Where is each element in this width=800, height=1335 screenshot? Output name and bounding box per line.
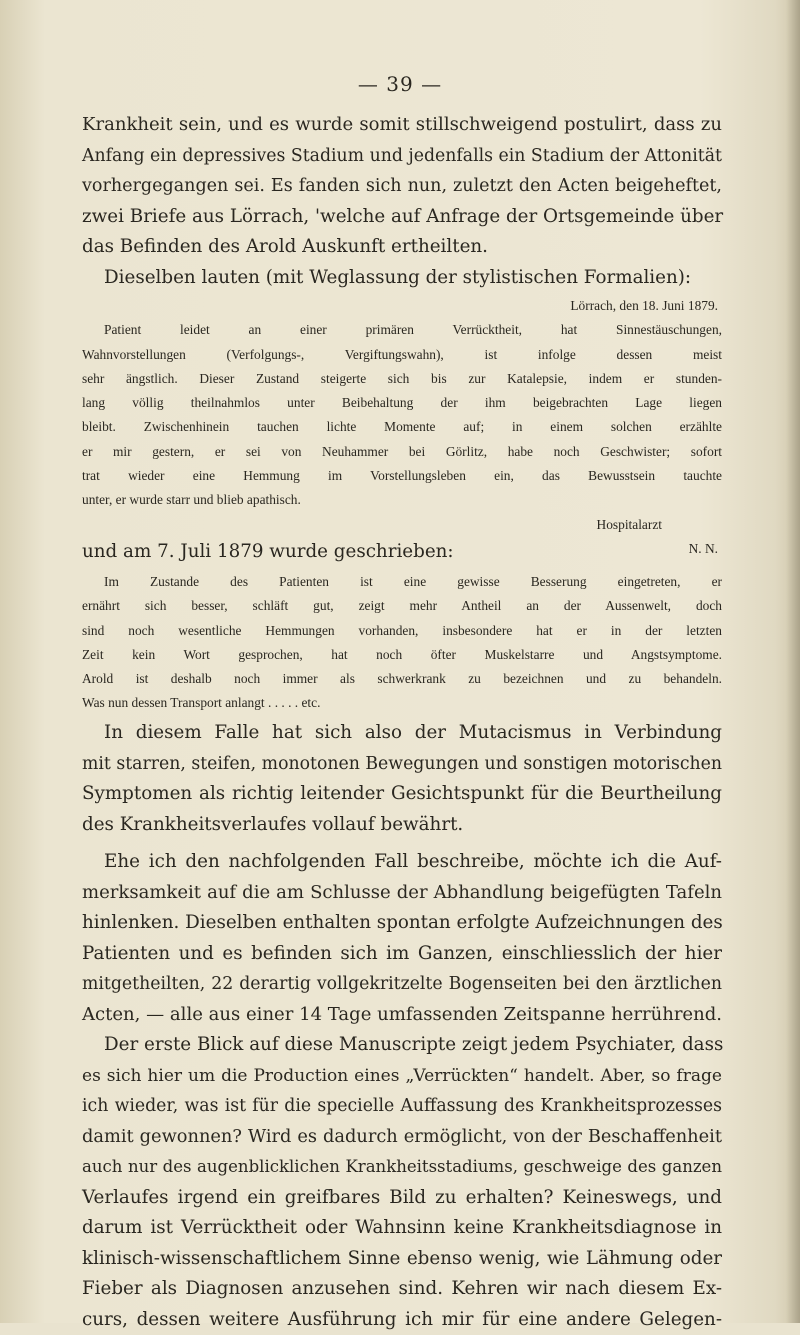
text-line: Krankheit sein, und es wurde somit stillschweigend postulirt, dass zu (82, 110, 722, 141)
text-line: Der erste Blick auf diese Manuscripte zeigt jedem Psychiater, dass (82, 1030, 722, 1061)
paragraph-5 (82, 847, 722, 1335)
text-line: auch nur des augenblicklichen Krankheitsstadiums, geschweige des ganzen (82, 1152, 722, 1183)
letter-line: trat wieder eine Hemmung im Vorstellungsleben ein, das Bewusstsein tauchte (82, 464, 722, 488)
page-edge-shadow (786, 0, 800, 1323)
text-line: Verlaufes irgend ein greifbares Bild zu erhalten? Keineswegs, und (82, 1183, 722, 1214)
text-line: merksamkeit auf die am Schlusse der Abhandlung beigefügten Tafeln (82, 878, 722, 909)
text-line: das Befinden des Arold Auskunft ertheilten. (82, 232, 722, 263)
letter-line: sind noch wesentliche Hemmungen vorhanden, insbesondere hat er in der letzten (82, 619, 722, 643)
text-line: Anfang ein depressives Stadium und jedenfalls ein Stadium der Attonität (82, 141, 722, 172)
text-line: des Krankheitsverlaufes vollauf bewährt. (82, 810, 722, 841)
text-line: hinlenken. Dieselben enthalten spontan erfolgte Aufzeichnungen des (82, 908, 722, 939)
text-line: Symptomen als richtig leitender Gesichtspunkt für die Beurtheilung (82, 779, 722, 810)
letter-line: ernährt sich besser, schläft gut, zeigt mehr Antheil an der Aussenwelt, doch (82, 594, 722, 618)
text-line: mit starren, steifen, monotonen Bewegungen und sonstigen motorischen (82, 749, 722, 780)
letter-line: lang völlig theilnahmlos unter Beibehaltung der ihm beigebrachten Lage liegen (82, 391, 722, 415)
letter-line: Patient leidet an einer primären Verrücktheit, hat Sinnestäuschungen, (82, 318, 722, 342)
letter-line: sehr ängstlich. Dieser Zustand steigerte sich bis zur Katalepsie, indem er stunden- (82, 367, 722, 391)
text-line: Ehe ich den nachfolgenden Fall beschreibe, möchte ich die Auf- (82, 847, 722, 878)
page-number: — 39 — (0, 72, 800, 96)
letter-line: Arold ist deshalb noch immer als schwerkrank zu bezeichnen und zu behandeln. (82, 667, 722, 691)
letter-line: unter, er wurde starr und blieb apathisch. (82, 488, 722, 512)
text-line: Fieber als Diagnosen anzusehen sind. Kehren wir nach diesem Ex- (82, 1274, 722, 1305)
text-line: Patienten und es befinden sich im Ganzen, einschliesslich der hier (82, 939, 722, 970)
text-line: darum ist Verrücktheit oder Wahnsinn keine Krankheitsdiagnose in (82, 1213, 722, 1244)
letter-line: Im Zustande des Patienten ist eine gewisse Besserung eingetreten, er (82, 570, 722, 594)
paragraph-2: Dieselben lauten (mit Weglassung der stylistischen Formalien): (82, 263, 722, 294)
signature-title: Hospitalarzt (82, 513, 722, 537)
letter-line: bleibt. Zwischenhinein tauchen lichte Momente auf; in einem solchen erzählte (82, 415, 722, 439)
letter-line: Wahnvorstellungen (Verfolgungs-, Vergiftungswahn), ist infolge dessen meist (82, 343, 722, 367)
paragraph-3 (82, 537, 722, 568)
paragraph-4 (82, 718, 722, 840)
signature-name: N. N. (82, 537, 722, 561)
text-line: Acten, — alle aus einer 14 Tage umfassenden Zeitspanne herrührend. (82, 1000, 722, 1031)
letter-2 (82, 570, 722, 716)
text-line: damit gewonnen? Wird es dadurch ermöglicht, von der Beschaffenheit (82, 1122, 722, 1153)
text-line: klinisch-wissenschaftlichem Sinne ebenso wenig, wie Lähmung oder (82, 1244, 722, 1275)
text-line: curs, dessen weitere Ausführung ich mir für eine andere Gelegen- (82, 1305, 722, 1335)
text-line: mitgetheilten, 22 derartig vollgekritzelte Bogenseiten bei den ärztlichen (82, 969, 722, 1000)
text-line: und am 7. Juli 1879 wurde geschrieben: (82, 537, 722, 568)
text-line: In diesem Falle hat sich also der Mutacismus in Verbindung (82, 718, 722, 749)
paragraph-1 (82, 110, 722, 293)
letter-line: Zeit kein Wort gesprochen, hat noch öfter Muskelstarre und Angstsymptome. (82, 643, 722, 667)
letter-place-date: Lörrach, den 18. Juni 1879. (82, 294, 722, 318)
text-line: ich wieder, was ist für die specielle Auffassung des Krankheitsprozesses (82, 1091, 722, 1122)
text-line: es sich hier um die Production eines „Verrückten“ handelt. Aber, so frage (82, 1061, 722, 1092)
letter-line: Was nun dessen Transport anlangt . . . . . etc. (82, 691, 722, 715)
letter-line: er mir gestern, er sei von Neuhammer bei Görlitz, habe noch Geschwister; sofort (82, 440, 722, 464)
text-line: vorhergegangen sei. Es fanden sich nun, zuletzt den Acten beigeheftet, (82, 171, 722, 202)
text-line: zwei Briefe aus Lörrach, 'welche auf Anfrage der Ortsgemeinde über (82, 202, 722, 233)
letter-1 (82, 294, 722, 561)
